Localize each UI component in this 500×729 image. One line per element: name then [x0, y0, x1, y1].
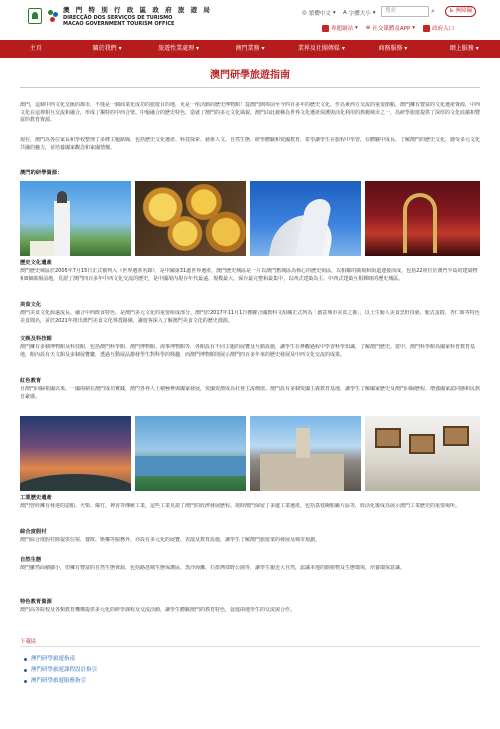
gov-portal-icon — [423, 25, 430, 32]
resources-heading: 澳門的研學資源： — [20, 170, 63, 176]
title-divider — [20, 87, 480, 88]
nav-item-about-label: 關於我們 — [92, 45, 117, 52]
grid-icon — [322, 25, 329, 32]
section-text-patriotic: 自澳門回歸祖國以來，一國兩制在澳門成功實踐，澳門各界人士積極參與國家發展，愛國愛澳成為社會主流價值。澳門設有多個愛國主義教育基地，讓學生了解國家歷史及澳門回歸歷程，增強國家認同感和民族自豪感。 — [20, 386, 480, 400]
sunset-coast-photo — [20, 416, 131, 491]
themed-sites-link[interactable] — [322, 24, 358, 32]
egg-tarts-photo — [135, 181, 246, 256]
chevron-down-icon: ▾ — [261, 45, 265, 52]
guia-lighthouse-photo — [20, 181, 131, 256]
chevron-down-icon: ▾ — [412, 25, 416, 31]
section-heading-nature: 自然生態 — [20, 557, 42, 563]
section-text-industrial: 澳門曾經擁有發達的造船、火柴、爆竹、神香等傳統工業，這些工業見證了澳門的經濟發展歷程。現時澳門保留了多處工業遺產，包括荔枝碗船廠片區等，經活化後成為展示澳門工業歷史的重要場所。 — [20, 503, 461, 509]
nav-item-online-services-label: 網上服務 — [449, 45, 474, 52]
nav-item-about[interactable] — [71, 40, 142, 58]
section-text-nature: 澳門雖然面積細小，但擁有豐富的自然生態資源，包括路氹城生態保護區、黑沙海灘、石排灣郊野公園等，讓學生親近大自然，認識本地的動植物及生態環境，培養環保意識。 — [20, 565, 406, 571]
nav-item-commercial-label: 商務服務 — [378, 45, 403, 52]
text-size-icon: A — [343, 10, 347, 16]
download-link-service-label: 澳門研學旅遊服務指引 — [31, 678, 87, 684]
gov-portal-label: 政府入口 — [432, 26, 455, 32]
download-link-service[interactable] — [24, 676, 97, 687]
nature-coast-photo — [135, 416, 246, 491]
downloads-heading: 下載區 — [20, 639, 37, 645]
section-heading-resorts: 綜合度假村 — [20, 529, 47, 535]
font-size-selector[interactable] — [343, 8, 376, 18]
section-text-gastronomy: 澳門美食文化源遠流長，融合中西飲食特色，是澳門多元文化的重要組成部分。澳門於2017年11月1日獲聯合國教科文組織正式列為「創意城市美食之都」，以土生葡人美食烹飪技藝、葡式蛋撻、杏仁餅等特色美食聞名，並於2021年推出澳門美食文化導賞路線，讓遊客深入了解澳門美食文化的歷史淵源。 — [20, 310, 480, 324]
chevron-down-icon: ▾ — [475, 45, 479, 52]
header-quick-links — [322, 23, 454, 33]
download-link-guide[interactable] — [24, 654, 97, 665]
logo-portuguese: DIRECÇÃO DOS SERVIÇOS DE TURISMO — [63, 14, 173, 21]
science-center-photo — [250, 181, 361, 256]
logo-english: MACAO GOVERNMENT TOURISM OFFICE — [63, 20, 175, 27]
search-input[interactable]: 搜索 — [381, 6, 429, 17]
social-media-label: 社交媒體及APP — [372, 26, 411, 32]
section-heading-museums: 文娛及科技館 — [20, 336, 52, 342]
gallery-exhibit-photo — [365, 416, 480, 491]
nav-item-business[interactable] — [214, 40, 285, 58]
section-heading-industrial: 工業歷史遺產 — [20, 495, 52, 501]
main-nav — [0, 40, 500, 58]
section-text-resorts: 澳門綜合度假村除提供住宿、餐飲、娛樂等服務外，亦設有多元化的展覽、表演及教育設施，讓學生了解澳門旅遊業的發展及城市規劃。 — [20, 537, 321, 543]
nav-item-complaints[interactable] — [143, 40, 214, 58]
downloads-list — [24, 654, 97, 687]
bullet-icon — [24, 658, 27, 661]
mgto-logo-icon[interactable] — [46, 8, 60, 24]
search-icon[interactable]: ⌕ — [431, 7, 435, 15]
downloads-divider — [20, 646, 480, 647]
chevron-down-icon: ▾ — [332, 10, 336, 16]
themed-sites-label: 專題網站 — [331, 26, 354, 32]
accessibility-label: 無障礙 — [455, 8, 473, 14]
chevron-down-icon: ▾ — [355, 25, 358, 31]
font-size-label: 字體大小 — [348, 11, 371, 17]
bullet-icon — [24, 680, 27, 683]
accessibility-button[interactable] — [445, 6, 476, 17]
nav-item-online-services[interactable] — [429, 40, 500, 58]
section-heading-education: 特色教育資源 — [20, 599, 52, 605]
macao-emblem-icon[interactable] — [28, 8, 42, 24]
bullet-icon — [24, 669, 27, 672]
intro-paragraph-1: 澳門，這個中西文化交匯的都市，不僅是一個商業化成功的旅遊目的地，更是一座活動的歷史博物館！從澳門開埠前至今四百多年的歷史文化，作為東西方交流的重要節點，澳門擁有豐富的文化遺產資源，中西文化在這裡相互交流和融合，形成了獨特的中西合璧、中葡融合的歷史特色，造就了澳門的多元文化風貌，澳門由此被稱為世界文化遺產保護與活化利用的典範城市之一，為研學旅遊提供了深厚的文化底蘊和豐富的教育資源。 — [20, 102, 480, 124]
social-media-link[interactable] — [366, 24, 415, 32]
exhibition-hall-photo — [365, 181, 480, 256]
section-text-heritage: 澳門歷史城區於2005年7月15日正式被列入《世界遺產名錄》，是中國第31處世界遺產，澳門歷史城區是一片以澳門舊城區為核心的歷史街區，以相鄰的廣場和街道連接而成，包括22座位於澳門半島的建築物和8個廣場前地，見證了澳門四百多年中西文化交流的歷史，是中國境內現存年代最遠、規模最大、保存最完整和最集中，以西式建築為主、中西式建築互相輝映的歷史城區。 — [20, 268, 478, 282]
nav-item-commercial[interactable] — [357, 40, 428, 58]
nav-item-industry-label: 業界及社團傳媒 — [297, 45, 340, 52]
site-logo-text[interactable] — [63, 7, 212, 27]
heritage-site-photo — [250, 416, 361, 491]
gov-portal-link[interactable] — [423, 24, 454, 32]
chevron-down-icon: ▾ — [404, 45, 408, 52]
section-text-museums: 澳門擁有多個博物館及科技館，包括澳門科學館、澳門博物館、海事博物館等，各館設有不同主題的展覽及互動設施，讓學生在參觀過程中學習科學知識，了解澳門歷史。當中，澳門科學館為國家科普教育基地，館內設有天文館及多個展覽廳，透過互動展品激發學生對科學的興趣，而澳門博物館則展示澳門四百多年來的歷史發展及中西文化交流的成果。 — [20, 344, 476, 358]
nav-item-home[interactable]: 主頁 — [29, 45, 42, 52]
intro-paragraph-2: 現在，澳門為各位家長和學校整理了多條主題路線，包括歷史文化遺產、科技探索、藝術人文、自然生態、研學體驗和愛國教育，希望讓學生在旅程中學習，在體驗中成長，了解澳門的歷史文化，感受多元文化共融的魅力，並培養國家觀念和家國情懷。 — [20, 137, 480, 151]
nav-item-business-label: 澳門業務 — [235, 45, 260, 52]
chevron-down-icon: ▾ — [196, 45, 200, 52]
language-label: 繁體中文 — [308, 11, 331, 17]
logo-chinese: 澳 門 特 別 行 政 區 政 府 旅 遊 局 — [63, 6, 212, 14]
section-text-education: 澳門高等院校及各類教育機構提供多元化的研學課程及交流活動，讓學生體驗澳門的教育特色，促進兩地學生的交流與合作。 — [20, 607, 296, 613]
download-link-guide-label: 澳門研學旅遊指南 — [31, 656, 76, 662]
section-heading-patriotic: 紅色教育 — [20, 378, 42, 384]
nav-item-complaints-label: 旅遊性業處理 — [158, 45, 195, 52]
accessibility-icon: ♿ — [449, 8, 454, 14]
share-icon: ⊕ — [365, 25, 371, 31]
section-heading-heritage: 歷史文化遺產 — [20, 260, 52, 266]
language-selector[interactable] — [302, 8, 336, 18]
chevron-down-icon: ▾ — [372, 10, 376, 16]
section-heading-gastronomy: 美食文化 — [20, 302, 42, 308]
page-title-block — [20, 68, 480, 90]
download-link-curriculum[interactable] — [24, 665, 97, 676]
nav-item-industry[interactable] — [286, 40, 357, 58]
site-header — [0, 0, 500, 40]
page-title: 澳門研學旅遊指南 — [210, 70, 290, 81]
download-link-curriculum-label: 澳門研學旅遊課程設計指引 — [31, 667, 98, 673]
chevron-down-icon: ▾ — [341, 45, 345, 52]
globe-icon: ◎ — [302, 10, 307, 16]
chevron-down-icon: ▾ — [118, 45, 122, 52]
